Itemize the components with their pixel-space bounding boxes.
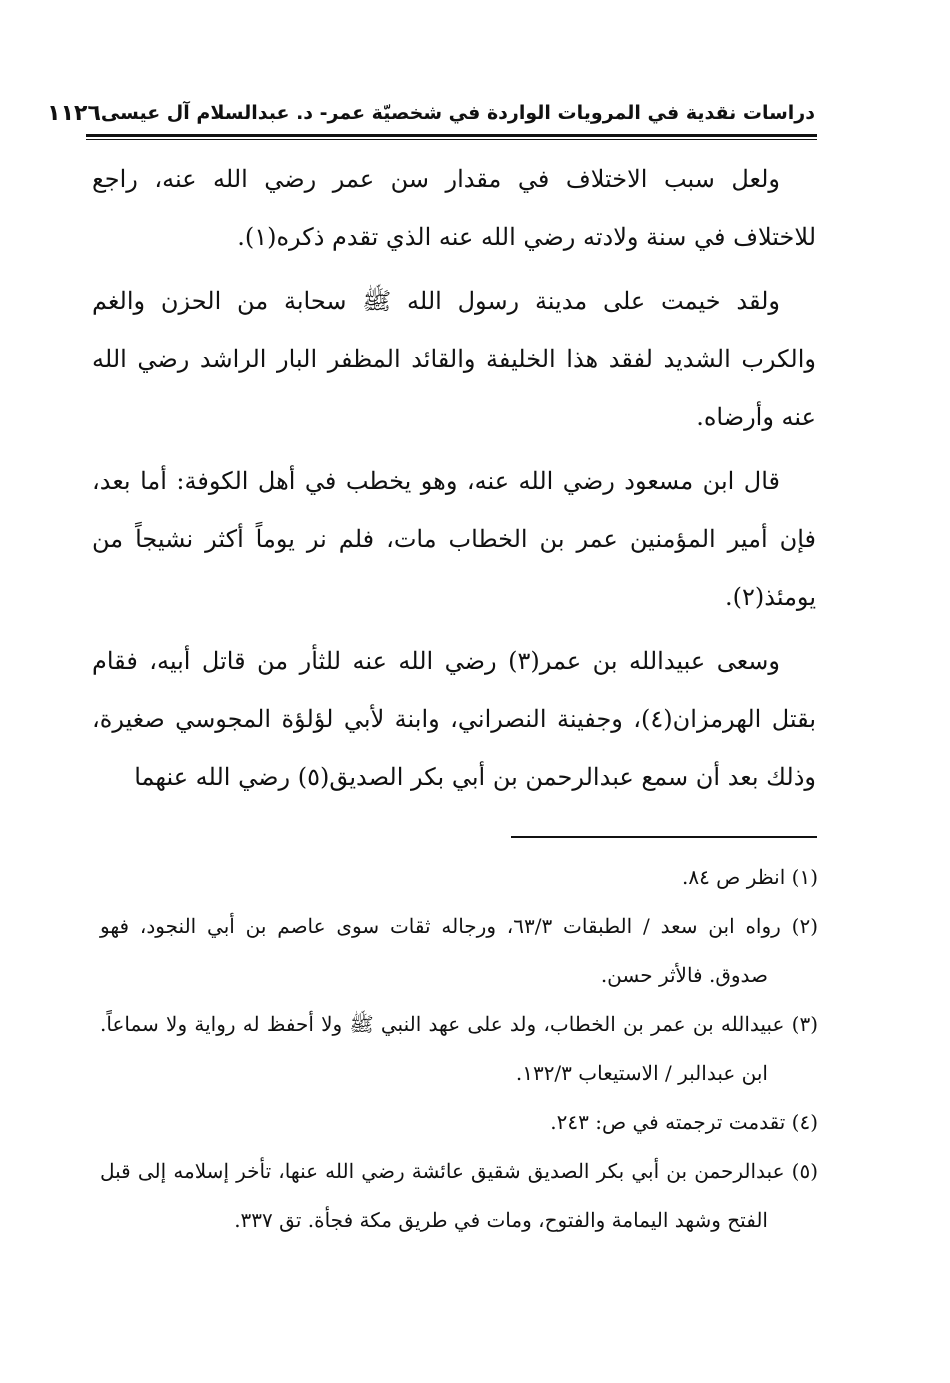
footnote-separator [511, 836, 817, 838]
paragraph: قال ابن مسعود رضي الله عنه، وهو يخطب في أهل الكوفة: أما بعد، فإن أمير المؤمنين عمر بن الخطاب مات، فلم نر يوماً أكثر نشيجاً من يومئذ(٢). [92, 467, 816, 611]
header-rule [86, 134, 817, 137]
page-number: ١١٢٦ [47, 100, 101, 126]
running-header [47, 92, 815, 134]
paragraph: ولعل سبب الاختلاف في مقدار سن عمر رضي الله عنه، راجع للاختلاف في سنة ولادته رضي الله عنه الذي تقدم ذكره(١). [92, 165, 816, 251]
footnote: (٤) تقدمت ترجمته في ص: ٢٤٣. [550, 1110, 818, 1134]
paragraph: ولقد خيمت على مدينة رسول الله ﷺ سحابة من الحزن والغم والكرب الشديد لفقد هذا الخليفة والقائد المظفر البار الراشد رضي الله عنه وأرضاه. [92, 287, 816, 431]
paragraph: وسعى عبيدالله بن عمر(٣) رضي الله عنه للثأر من قاتل أبيه، فقام بقتل الهرمزان(٤)، وجفينة النصراني، وابنة لأبي لؤلؤة المجوسي صغيرة، وذلك بعد أن سمع عبدالرحمن بن أبي بكر الصديق(٥) رضي الله عنهما [92, 647, 816, 791]
body-text [92, 150, 816, 812]
footnote: (٣) عبيدالله بن عمر بن الخطاب، ولد على عهد النبي ﷺ ولا أحفظ له رواية ولا سماعاً. ابن عبدالبر / الاستيعاب ١٣٢/٣. [100, 1012, 818, 1085]
footnote: (١) انظر ص ٨٤. [681, 865, 818, 889]
footnote: (٥) عبدالرحمن بن أبي بكر الصديق شقيق عائشة رضي الله عنها، تأخر إسلامه إلى قبل الفتح وشهد اليمامة والفتوح، ومات في طريق مكة فجأة. تق ٣٣٧. [100, 1159, 819, 1232]
footnotes [100, 853, 818, 1245]
running-header-title: دراسات نقدية في المرويات الواردة في شخصيّة عمر- د. عبدالسلام آل عيسى [100, 102, 815, 124]
header-rule-secondary [86, 139, 817, 140]
footnote: (٢) رواه ابن سعد / الطبقات ٦٣/٣، ورجاله ثقات سوى عاصم بن أبي النجود، فهو صدوق. فالأثر حسن. [100, 914, 818, 987]
